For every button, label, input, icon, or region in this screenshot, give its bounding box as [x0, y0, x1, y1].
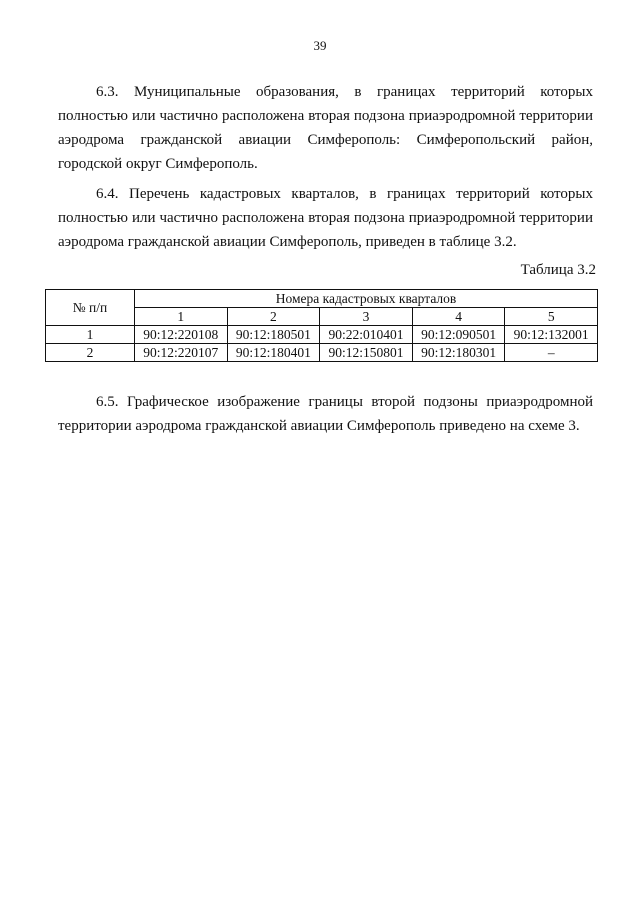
table-cell: –	[505, 344, 598, 362]
table-cell: 90:12:220108	[135, 326, 228, 344]
header-col-1: 1	[135, 308, 228, 326]
table-cell: 90:12:220107	[135, 344, 228, 362]
paragraph-6-5-text: 6.5. Графическое изображение границы второй подзоны приаэродромной территории аэродрома гражданской авиации Симферополь приведено на схеме 3.	[58, 394, 593, 434]
header-cadastral-numbers: Номера кадастровых кварталов	[135, 290, 598, 308]
header-row-number: № п/п	[46, 290, 135, 326]
paragraph-6-4-text: 6.4. Перечень кадастровых кварталов, в границах территорий которых полностью или частично расположена вторая подзона приаэродромной территории аэродрома гражданской авиации Симферополь, приведен в таблице 3.2.	[58, 186, 593, 250]
row-number: 1	[46, 326, 135, 344]
table-header-row	[46, 290, 598, 308]
table-cell: 90:12:090501	[412, 326, 505, 344]
paragraph-6-3	[58, 80, 593, 176]
table-row	[46, 344, 598, 362]
header-col-5: 5	[505, 308, 598, 326]
table-cell: 90:12:180401	[227, 344, 320, 362]
header-col-4: 4	[412, 308, 505, 326]
table-cell: 90:12:180501	[227, 326, 320, 344]
table-row	[46, 326, 598, 344]
table-cell: 90:12:150801	[320, 344, 413, 362]
page-number: 39	[313, 38, 327, 53]
paragraph-6-5	[58, 390, 593, 438]
cadastral-quarters-table	[45, 289, 598, 362]
table-cell: 90:22:010401	[320, 326, 413, 344]
paragraph-6-4	[58, 182, 593, 254]
header-col-3: 3	[320, 308, 413, 326]
header-col-2: 2	[227, 308, 320, 326]
paragraph-6-3-text: 6.3. Муниципальные образования, в границах территорий которых полностью или частично расположена вторая подзона приаэродромной территории аэродрома гражданской авиации Симферополь: Симферопольский район, городской округ Симферополь.	[58, 84, 593, 172]
table-caption: Таблица 3.2	[520, 262, 596, 278]
row-number: 2	[46, 344, 135, 362]
table-cell: 90:12:180301	[412, 344, 505, 362]
table-cell: 90:12:132001	[505, 326, 598, 344]
